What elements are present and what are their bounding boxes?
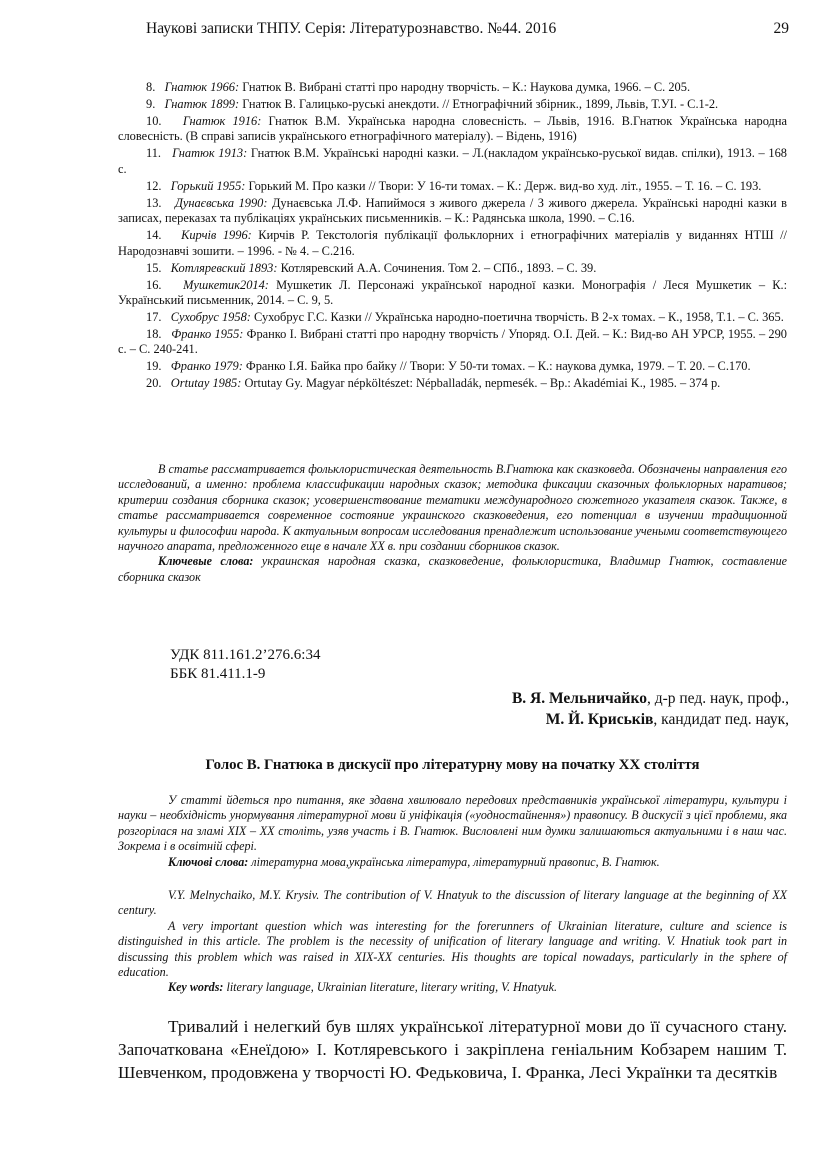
reference-item bbox=[118, 179, 787, 195]
classification-codes bbox=[170, 646, 320, 684]
abstract-en-title-line: V.Y. Melnychaiko, M.Y. Krysiv. The contribution of V. Hnatyuk to the discussion of literary language at the beginning of XX century. bbox=[118, 888, 787, 918]
reference-item bbox=[118, 327, 787, 358]
reference-item bbox=[118, 261, 787, 277]
reference-number: 15. bbox=[146, 260, 162, 275]
abstract-uk-text: У статті йдеться про питання, яке здавна хвилювало передових представників української літератури, культури і науки – необхідність унормування літературної мови й уніфікація («уодностайнення») правопису. В дискусії з цієї проблеми, яка розгорілася на зламі ХІХ – ХХ століть, узяв участь і В. Гнатюк. Висловлені ним думки залишаються актуальними і в наш час. Зокрема і в освітній сфері. bbox=[118, 793, 787, 854]
article-body bbox=[118, 1015, 787, 1084]
author-block bbox=[512, 688, 789, 730]
reference-text: Гнатюк В. Вибрані статті про народну творчість. – К.: Наукова думка, 1966. – С. 205. bbox=[239, 80, 691, 94]
reference-text: Дунаєвська Л.Ф. Напиймося з живого джерела / З живого джерела. Українські народні казки в записах, переказах та публікаціях українських письменників. – К.: Радянська школа, 1990. – С.16. bbox=[118, 195, 787, 226]
keywords-ru-label: Ключевые слова: bbox=[158, 554, 254, 569]
reference-text: Сухобрус Г.С. Казки // Українська народно-поетична творчість. В 2-х томах. – К., 1958, Т.1. – С. 365. bbox=[250, 309, 784, 324]
reference-item bbox=[118, 146, 787, 177]
keywords-ru bbox=[118, 554, 787, 585]
reference-text: Франко І.Я. Байка про байку // Твори: У 50-ти томах. – К.: наукова думка, 1979. – Т. 20. – С.170. bbox=[242, 359, 751, 374]
reference-item bbox=[118, 359, 787, 375]
reference-key: Мушкетик2014: bbox=[183, 277, 269, 292]
reference-number: 19. bbox=[146, 359, 162, 374]
author-line bbox=[512, 709, 789, 730]
abstract-ukrainian bbox=[118, 793, 787, 870]
reference-item bbox=[118, 80, 787, 96]
reference-key: Кирчів 1996: bbox=[181, 228, 252, 243]
reference-key: Сухобрус 1958: bbox=[170, 309, 251, 324]
reference-number: 11. bbox=[146, 146, 162, 161]
reference-text: Мушкетик Л. Персонажі української народної казки. Монографія / Леся Мушкетик – К.: Український письменник, 2014. – С. 9, 5. bbox=[118, 277, 788, 308]
reference-text: Ortutay Gy. Magyar népköltészet: Népballadák, nepmesék. – Bp.: Akadémiai K., 1985. – 374 p. bbox=[241, 376, 721, 391]
reference-item bbox=[118, 196, 787, 227]
reference-item bbox=[118, 228, 787, 259]
reference-key: Гнатюк 1966: bbox=[164, 80, 240, 94]
reference-item bbox=[118, 310, 787, 326]
reference-number: 14. bbox=[146, 228, 162, 243]
reference-key: Ortutay 1985: bbox=[170, 376, 242, 391]
keywords-uk-list: літературна мова,українська література, літературний правопис, В. Гнатюк. bbox=[248, 854, 660, 869]
bbk-code: ББК 81.411.1-9 bbox=[170, 666, 266, 682]
reference-item bbox=[118, 278, 787, 309]
reference-text: Котляревский А.А. Сочинения. Том 2. – СПб., 1893. – С. 39. bbox=[277, 260, 597, 275]
reference-key: Франко 1979: bbox=[170, 359, 243, 374]
abstract-russian bbox=[118, 462, 787, 585]
reference-text: Кирчів Р. Текстологія публікації фольклорних і етнографічних матеріалів у виданнях НТШ // Народознавчі зошити. – 1996. - № 4. – С.216. bbox=[118, 228, 787, 258]
author-name: В. Я. Мельничайко bbox=[511, 690, 647, 707]
reference-number: 20. bbox=[146, 376, 162, 391]
reference-number: 9. bbox=[146, 96, 156, 111]
udk-code: УДК 811.161.2’276.6:34 bbox=[170, 647, 321, 663]
keywords-en-label: Key words: bbox=[168, 980, 224, 995]
reference-key: Франко 1955: bbox=[171, 326, 244, 341]
reference-key: Котляревский 1893: bbox=[170, 260, 278, 275]
reference-number: 12. bbox=[146, 178, 162, 193]
reference-number: 8. bbox=[146, 80, 156, 94]
keywords-ru-list: украинская народная сказка, сказковедение, фольклористика, Владимир Гнатюк, составление сборника сказок bbox=[118, 554, 787, 584]
reference-text: Гнатюк В.М. Українські народні казки. – Л.(накладом українсько-руської видав. спілки), 1913. – 168 с. bbox=[118, 146, 787, 176]
keywords-en-list: literary language, Ukrainian literature, literary writing, V. Hnatyuk. bbox=[223, 980, 557, 995]
reference-key: Гнатюк 1913: bbox=[172, 146, 248, 161]
journal-title: Наукові записки ТНПУ. Серія: Літературознавство. №44. 2016 bbox=[146, 20, 557, 37]
author-line bbox=[512, 688, 789, 709]
body-paragraph: Тривалий і нелегкий був шлях української літературної мови до її сучасного стану. Започаткована «Енеїдою» І. Котляревського і закріплена геніальним Кобзарем нашим Т. Шевченком, продовжена у творчості Ю. Федьковича, І. Франка, Лесі Українки та десятків bbox=[118, 1017, 787, 1082]
reference-number: 17. bbox=[146, 309, 162, 324]
keywords-en bbox=[118, 980, 787, 995]
author-name: М. Й. Криськів bbox=[545, 711, 654, 728]
abstract-en-text: A very important question which was interesting for the forerunners of Ukrainian literature, culture and science is distinguished in this article. The problem is the necessity of unification of literary language and writing. V. Hnatiuk took part in discussing this problem which was raised in XIX-XX centuries. His thoughts are topical nowadays, particularly in the sphere of education. bbox=[118, 918, 787, 980]
reference-text: Франко І. Вибрані статті про народну творчість / Упоряд. О.І. Дей. – К.: Вид-во АН УРСР, 1955. – 290 с. – С. 240-241. bbox=[118, 326, 788, 357]
keywords-uk-label: Ключові слова: bbox=[168, 854, 249, 869]
reference-number: 16. bbox=[146, 277, 162, 292]
author-degree: , д-р пед. наук, проф., bbox=[646, 690, 789, 707]
running-header bbox=[146, 20, 789, 42]
reference-item bbox=[118, 376, 787, 392]
reference-item bbox=[118, 97, 787, 113]
page-number: 29 bbox=[773, 20, 789, 37]
article-title: Голос В. Гнатюка в дискусії про літературну мову на початку ХХ століття bbox=[205, 757, 700, 773]
reference-text: Гнатюк В. Галицько-руські анекдоти. // Етнографічний збірник., 1899, Львів, Т.УІ. - С.1-2. bbox=[239, 96, 719, 111]
reference-number: 18. bbox=[146, 326, 162, 341]
reference-list bbox=[118, 80, 787, 393]
abstract-ru-text: В статье рассматривается фольклористическая деятельность В.Гнатюка как сказковеда. Обозначены направления его исследований, а именно: проблема классификации народных сказок; методика фиксации сказочных фольклорных наративов; критерии создания сборника сказок; усовершенствование тематики международного сюжетного указателя сказок. Также, в статье рассматривается современное состояние украинского сказковедения, его потенциал в изучении традиционной культуры и философии народа. К актуальным вопросам исследования пренадлежит использование учеными соответствующего научного апарата, предложенного еще в начале ХХ в. при создании сборников сказок. bbox=[118, 462, 787, 554]
reference-number: 13. bbox=[146, 195, 162, 210]
reference-key: Горький 1955: bbox=[170, 178, 246, 193]
reference-key: Гнатюк 1899: bbox=[164, 96, 240, 111]
reference-key: Дунаєвська 1990: bbox=[174, 195, 268, 210]
reference-key: Гнатюк 1916: bbox=[182, 113, 262, 128]
author-degree: , кандидат пед. наук, bbox=[653, 711, 789, 728]
keywords-uk bbox=[118, 855, 787, 870]
reference-text: Горький М. Про казки // Твори: У 16-ти томах. – К.: Держ. вид-во худ. літ., 1955. – Т. 16. – С. 193. bbox=[245, 178, 762, 193]
reference-item bbox=[118, 114, 787, 145]
abstract-english bbox=[118, 888, 787, 996]
reference-number: 10. bbox=[146, 113, 162, 128]
reference-text: Гнатюк В.М. Українська народна словесність. – Львів, 1916. В.Гнатюк Українська народна словесність. (В справі записів українського етнографічного матеріалу). – Відень, 1916) bbox=[118, 113, 787, 144]
